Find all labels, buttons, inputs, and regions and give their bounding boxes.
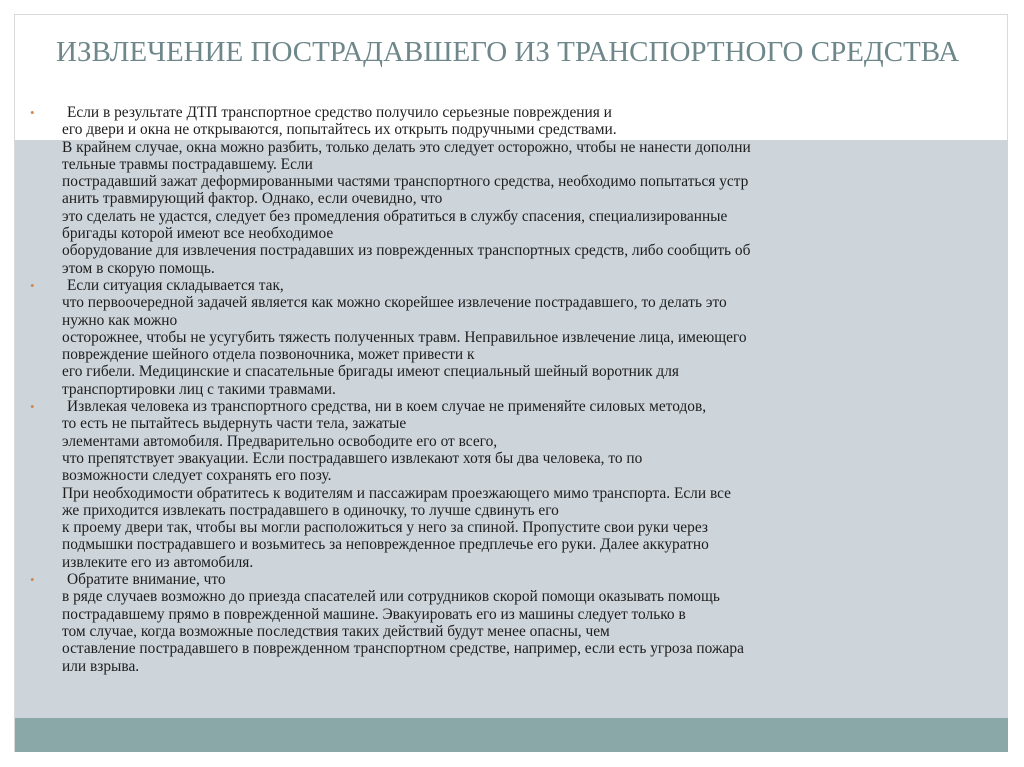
paragraph-line: к проему двери так, чтобы вы могли расположиться у него за спиной. Пропустите свои руки через [62,519,708,537]
paragraph-line: нужно как можно [62,311,178,329]
list-item [30,277,985,398]
paragraph-line: что препятствует эвакуации. Если пострадавшего извлекают хотя бы два человека, то по [62,449,643,467]
paragraph-line: или взрыва. [62,657,140,675]
paragraph-line: возможности следует сохранять его позу. [62,467,332,485]
paragraph-line: Обратите внимание, что [67,571,226,589]
paragraph-line: элементами автомобиля. Предварительно освободите его от всего, [62,432,498,450]
paragraph-line: тельные травмы пострадавшему. Если [62,155,313,173]
paragraph-line: анить травмирующий фактор. Однако, если очевидно, что [62,190,443,208]
paragraph-line: транспортировки лиц с такими травмами. [62,380,336,398]
list-item [30,398,985,571]
paragraph-line: При необходимости обратитесь к водителям и пассажирам проезжающего мимо транспорта. Если все [62,484,731,502]
paragraph-line: его гибели. Медицинские и спасательные бригады имеют специальный шейный воротник для [62,363,680,381]
bullet-list [30,104,985,675]
paragraph-line: Извлекая человека из транспортного средства, ни в коем случае не применяйте силовых методов, [67,398,707,416]
paragraph-line: Если в результате ДТП транспортное средство получило серьезные повреждения и [67,104,612,121]
bullet-icon: • [30,572,35,588]
bullet-icon: • [30,105,35,120]
bullet-icon: • [30,399,35,415]
slide-title: ИЗВЛЕЧЕНИЕ ПОСТРАДАВШЕГО ИЗ ТРАНСПОРТНОГО СРЕДСТВА [56,36,960,68]
paragraph-line: пострадавшему прямо в поврежденной машине. Эвакуировать его из машины следует только в [62,605,686,623]
paragraph-line: пострадавший зажат деформированными частями транспортного средства, необходимо попытаться устр [62,173,749,191]
paragraph-line: его двери и окна не открываются, попытайтесь их открыть подручными средствами. [62,121,617,139]
paragraph-line: том случае, когда возможные последствия таких действий будут менее опасны, чем [62,622,610,640]
footer-band [15,718,1008,752]
paragraph-line: Если ситуация складывается так, [67,276,284,294]
paragraph-line: осторожнее, чтобы не усугубить тяжесть полученных травм. Неправильное извлечение лица, имеющего [62,328,747,346]
paragraph-line: в ряде случаев возможно до приезда спасателей или сотрудников скорой помощи оказывать помощь [62,588,720,606]
paragraph-line: извлеките его из автомобиля. [62,553,254,571]
paragraph-line: оборудование для извлечения пострадавших из поврежденных транспортных средств, либо сообщить об [62,242,751,260]
bullet-icon: • [30,277,35,293]
paragraph-line: что первоочередной задачей является как можно скорейшее извлечение пострадавшего, то делать это [62,294,727,312]
paragraph-line: повреждение шейного отдела позвоночника, может привести к [62,346,475,364]
paragraph-line: же приходится извлекать пострадавшего в одиночку, то лучше сдвинуть его [62,501,559,519]
paragraph-line: этом в скорую помощь. [62,259,215,277]
paragraph-line: бригады которой имеют все необходимое [62,225,334,243]
list-item [30,571,985,675]
paragraph-line: подмышки пострадавшего и возьмитесь за неповрежденное предплечье его руки. Далее аккуратно [62,536,709,554]
paragraph-line: В крайнем случае, окна можно разбить, только делать это следует осторожно, чтобы не нанести дополни [62,138,751,156]
paragraph-line: оставление пострадавшего в поврежденном транспортном средстве, например, если есть угроза пожара [62,640,744,658]
paragraph-line: то есть не пытайтесь выдернуть части тела, зажатые [62,415,407,433]
list-item [30,104,985,277]
paragraph-line: это сделать не удастся, следует без промедления обратиться в службу спасения, специализированные [62,207,728,225]
